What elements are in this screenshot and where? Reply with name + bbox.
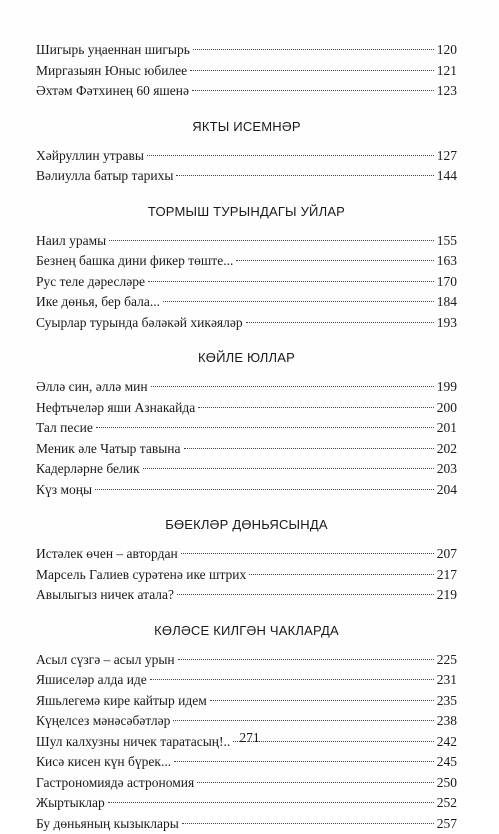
dot-leader bbox=[192, 90, 434, 91]
dot-leader bbox=[182, 823, 434, 824]
toc-entry bbox=[36, 418, 457, 439]
entry-page-number: 235 bbox=[437, 691, 457, 712]
entry-title: Әхтәм Фәтхинең 60 яшенә bbox=[36, 81, 189, 102]
entry-page-number: 204 bbox=[437, 480, 457, 501]
entry-title: Күз моңы bbox=[36, 480, 92, 501]
toc-entry bbox=[36, 231, 457, 252]
toc-entry bbox=[36, 670, 457, 691]
toc-entry bbox=[36, 814, 457, 834]
entry-page-number: 252 bbox=[437, 793, 457, 814]
toc-section bbox=[36, 622, 457, 834]
entry-page-number: 242 bbox=[437, 732, 457, 753]
toc-entry bbox=[36, 146, 457, 167]
dot-leader bbox=[95, 489, 434, 490]
dot-leader bbox=[190, 70, 434, 71]
entry-title: Рус теле дәресләре bbox=[36, 272, 145, 293]
toc-entry bbox=[36, 711, 457, 732]
toc-section bbox=[36, 118, 457, 187]
toc-entry bbox=[36, 459, 457, 480]
dot-leader bbox=[151, 386, 434, 387]
section-heading: БӨЕКЛӘР ДӨНЬЯСЫНДА bbox=[36, 516, 457, 534]
entry-page-number: 202 bbox=[437, 439, 457, 460]
toc-section bbox=[36, 203, 457, 334]
section-heading: ТОРМЫШ ТУРЫНДАГЫ УЙЛАР bbox=[36, 203, 457, 221]
entry-title: Яшьлегемә кире кайтыр идем bbox=[36, 691, 207, 712]
dot-leader bbox=[150, 679, 434, 680]
entry-page-number: 170 bbox=[437, 272, 457, 293]
dot-leader bbox=[193, 49, 434, 50]
entry-page-number: 199 bbox=[437, 377, 457, 398]
entry-page-number: 238 bbox=[437, 711, 457, 732]
entry-title: Кисә кисен күн бүрек... bbox=[36, 752, 171, 773]
toc-entry bbox=[36, 565, 457, 586]
entry-title: Яшиселәр алда иде bbox=[36, 670, 147, 691]
entry-title: Тал песие bbox=[36, 418, 93, 439]
entry-page-number: 121 bbox=[437, 61, 457, 82]
entry-title: Кадерләрне белик bbox=[36, 459, 140, 480]
toc-entry bbox=[36, 585, 457, 606]
dot-leader bbox=[174, 761, 434, 762]
toc-entry bbox=[36, 61, 457, 82]
entry-page-number: 123 bbox=[437, 81, 457, 102]
entry-title: Гастрономиядә астрономия bbox=[36, 773, 194, 794]
entry-page-number: 203 bbox=[437, 459, 457, 480]
dot-leader bbox=[184, 448, 434, 449]
entry-page-number: 207 bbox=[437, 544, 457, 565]
entry-title: Ике дөнья, бер бала... bbox=[36, 292, 160, 313]
dot-leader bbox=[178, 659, 434, 660]
dot-leader bbox=[246, 322, 434, 323]
entry-page-number: 193 bbox=[437, 313, 457, 334]
entry-title: Әллә син, әллә мин bbox=[36, 377, 148, 398]
toc-entry bbox=[36, 81, 457, 102]
toc-entry bbox=[36, 793, 457, 814]
entry-page-number: 245 bbox=[437, 752, 457, 773]
entry-page-number: 225 bbox=[437, 650, 457, 671]
entry-page-number: 231 bbox=[437, 670, 457, 691]
toc-entry bbox=[36, 166, 457, 187]
toc-entry bbox=[36, 544, 457, 565]
dot-leader bbox=[176, 175, 433, 176]
toc-entry bbox=[36, 752, 457, 773]
toc-entry bbox=[36, 691, 457, 712]
entry-title: Безнең башка дини фикер төште... bbox=[36, 251, 233, 272]
entry-title: Күңелсез мәнәсәбәтләр bbox=[36, 711, 170, 732]
dot-leader bbox=[148, 281, 434, 282]
entry-page-number: 120 bbox=[437, 40, 457, 61]
entry-title: Шигырь уңаеннан шигырь bbox=[36, 40, 190, 61]
toc-entry bbox=[36, 650, 457, 671]
dot-leader bbox=[210, 700, 434, 701]
entry-page-number: 217 bbox=[437, 565, 457, 586]
entry-title: Миргазыян Юныс юбилее bbox=[36, 61, 187, 82]
entry-page-number: 257 bbox=[437, 814, 457, 834]
entry-title: Вәлиулла батыр тарихы bbox=[36, 166, 173, 187]
toc-entry bbox=[36, 251, 457, 272]
toc-section bbox=[36, 516, 457, 606]
entry-title: Нефтьчеләр яши Азнакайда bbox=[36, 398, 195, 419]
toc-entry bbox=[36, 377, 457, 398]
entry-page-number: 184 bbox=[437, 292, 457, 313]
toc-section bbox=[36, 40, 457, 102]
entry-title: Наил урамы bbox=[36, 231, 106, 252]
toc-entry bbox=[36, 773, 457, 794]
entry-page-number: 200 bbox=[437, 398, 457, 419]
entry-page-number: 155 bbox=[437, 231, 457, 252]
entry-title: Марсель Галиев сурәтенә ике штрих bbox=[36, 565, 246, 586]
toc-entry bbox=[36, 480, 457, 501]
toc-entry bbox=[36, 439, 457, 460]
dot-leader bbox=[143, 468, 434, 469]
toc-entry bbox=[36, 398, 457, 419]
entry-page-number: 163 bbox=[437, 251, 457, 272]
dot-leader bbox=[198, 407, 433, 408]
entry-title: Жыртыклар bbox=[36, 793, 105, 814]
dot-leader bbox=[249, 574, 434, 575]
dot-leader bbox=[147, 155, 434, 156]
dot-leader bbox=[236, 260, 433, 261]
toc-entry bbox=[36, 292, 457, 313]
entry-title: Истәлек өчен – автордан bbox=[36, 544, 178, 565]
section-heading: КӨЙЛЕ ЮЛЛАР bbox=[36, 349, 457, 367]
dot-leader bbox=[96, 427, 434, 428]
dot-leader bbox=[197, 782, 434, 783]
entry-page-number: 144 bbox=[437, 166, 457, 187]
entry-title: Бу дөньяның кызыклары bbox=[36, 814, 179, 834]
dot-leader bbox=[163, 301, 434, 302]
toc-section bbox=[36, 349, 457, 500]
table-of-contents bbox=[36, 40, 457, 834]
section-heading: ЯКТЫ ИСЕМНӘР bbox=[36, 118, 457, 136]
entry-page-number: 201 bbox=[437, 418, 457, 439]
dot-leader bbox=[108, 802, 434, 803]
toc-entry bbox=[36, 313, 457, 334]
entry-title: Суырлар турында бәләкәй хикәяләр bbox=[36, 313, 243, 334]
dot-leader bbox=[181, 553, 434, 554]
entry-page-number: 127 bbox=[437, 146, 457, 167]
dot-leader bbox=[177, 594, 434, 595]
dot-leader bbox=[109, 240, 434, 241]
entry-title: Хәйруллин утравы bbox=[36, 146, 144, 167]
entry-page-number: 219 bbox=[437, 585, 457, 606]
entry-title: Асыл сүзгә – асыл урын bbox=[36, 650, 175, 671]
page-number: 271 bbox=[0, 730, 499, 746]
toc-entry bbox=[36, 40, 457, 61]
entry-title: Шул калхузны ничек таратасың!.. bbox=[36, 732, 230, 753]
dot-leader bbox=[173, 720, 433, 721]
toc-entry bbox=[36, 272, 457, 293]
entry-page-number: 250 bbox=[437, 773, 457, 794]
entry-title: Авылыгыз ничек атала? bbox=[36, 585, 174, 606]
section-heading: КӨЛӘСЕ КИЛГӘН ЧАКЛАРДА bbox=[36, 622, 457, 640]
entry-title: Меник әле Чатыр тавына bbox=[36, 439, 181, 460]
